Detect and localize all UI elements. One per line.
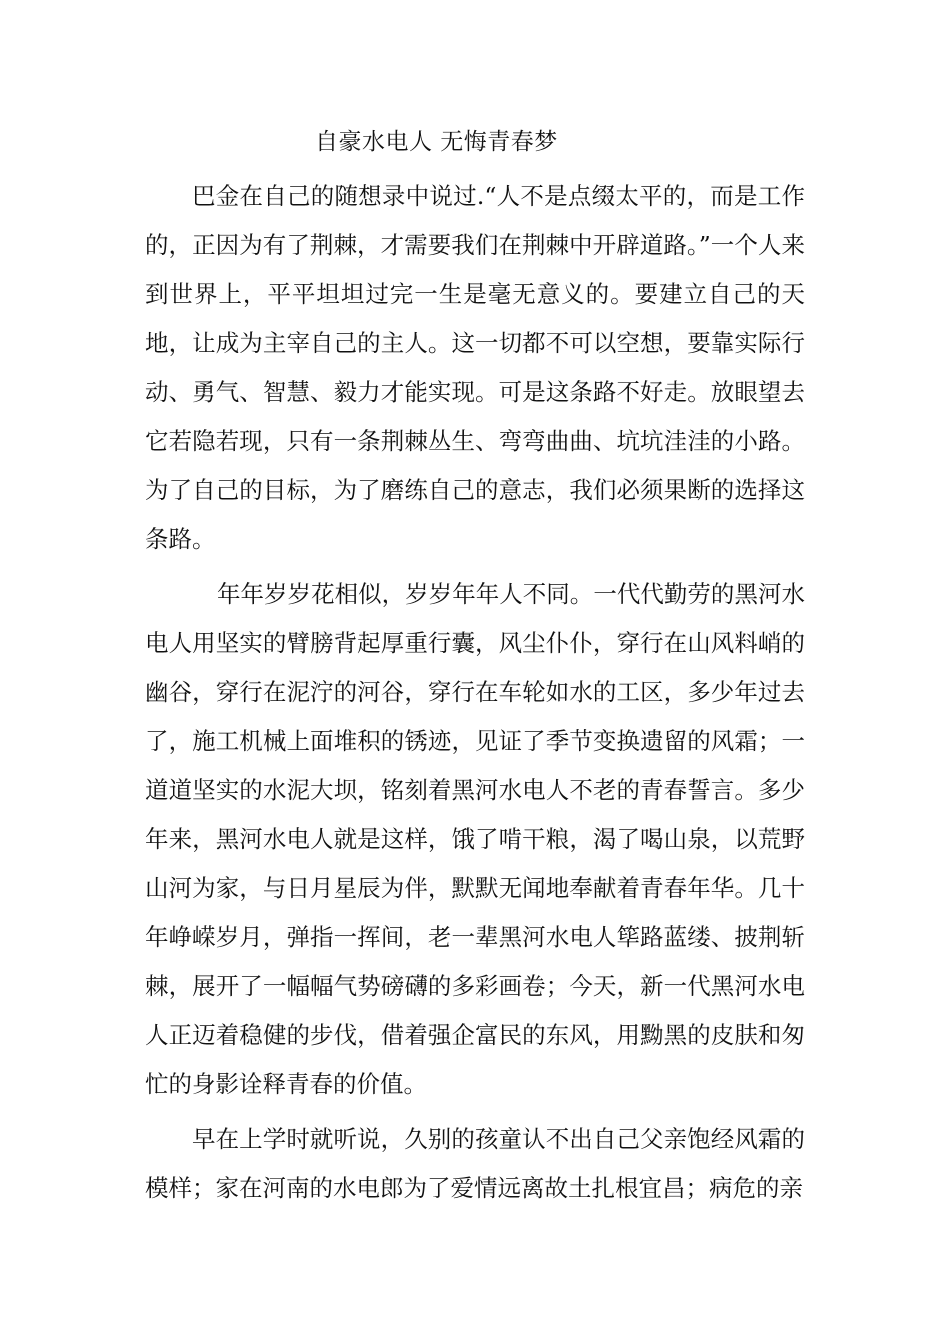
paragraph-1: 巴金在自己的随想录中说过.“人不是点缀太平的，而是工作的，正因为有了荆棘，才需要我们在荆棘中开辟道路。”一个人来到世界上，平平坦坦过完一生是毫无意义的。要建立自己的天地，让成为主宰自己的主人。这一切都不可以空想，要靠实际行动、勇气、智慧、毅力才能实现。可是这条路不好走。放眼望去它若隐若现，只有一条荆棘丛生、弯弯曲曲、坑坑洼洼的小路。为了自己的目标，为了磨练自己的意志，我们必须果断的选择这条路。	[145, 182, 805, 553]
document-page	[145, 120, 805, 1213]
document-title: 自豪水电人 无悔青春梦	[315, 129, 558, 155]
paragraph-3: 早在上学时就听说，久别的孩童认不出自己父亲饱经风霜的模样；家在河南的水电郎为了爱情远离故土扎根宜昌；病危的亲	[145, 1125, 805, 1202]
paragraph-2: 年年岁岁花相似，岁岁年年人不同。一代代勤劳的黑河水电人用坚实的臂膀背起厚重行囊，风尘仆仆，穿行在山风料峭的幽谷，穿行在泥泞的河谷，穿行在车轮如水的工区，多少年过去了，施工机械上面堆积的锈迹，见证了季节变换遗留的风霜；一道道坚实的水泥大坝，铭刻着黑河水电人不老的青春誓言。多少年来，黑河水电人就是这样，饿了啃干粮，渴了喝山泉，以荒野山河为家，与日月星辰为伴，默默无闻地奉献着青春年华。几十年峥嵘岁月，弹指一挥间，老一辈黑河水电人筚路蓝缕、披荆斩棘，展开了一幅幅气势磅礴的多彩画卷；今天，新一代黑河水电人正迈着稳健的步伐，借着强企富民的东风，用黝黑的皮肤和匆忙的身影诠释青春的价值。	[145, 580, 805, 1098]
